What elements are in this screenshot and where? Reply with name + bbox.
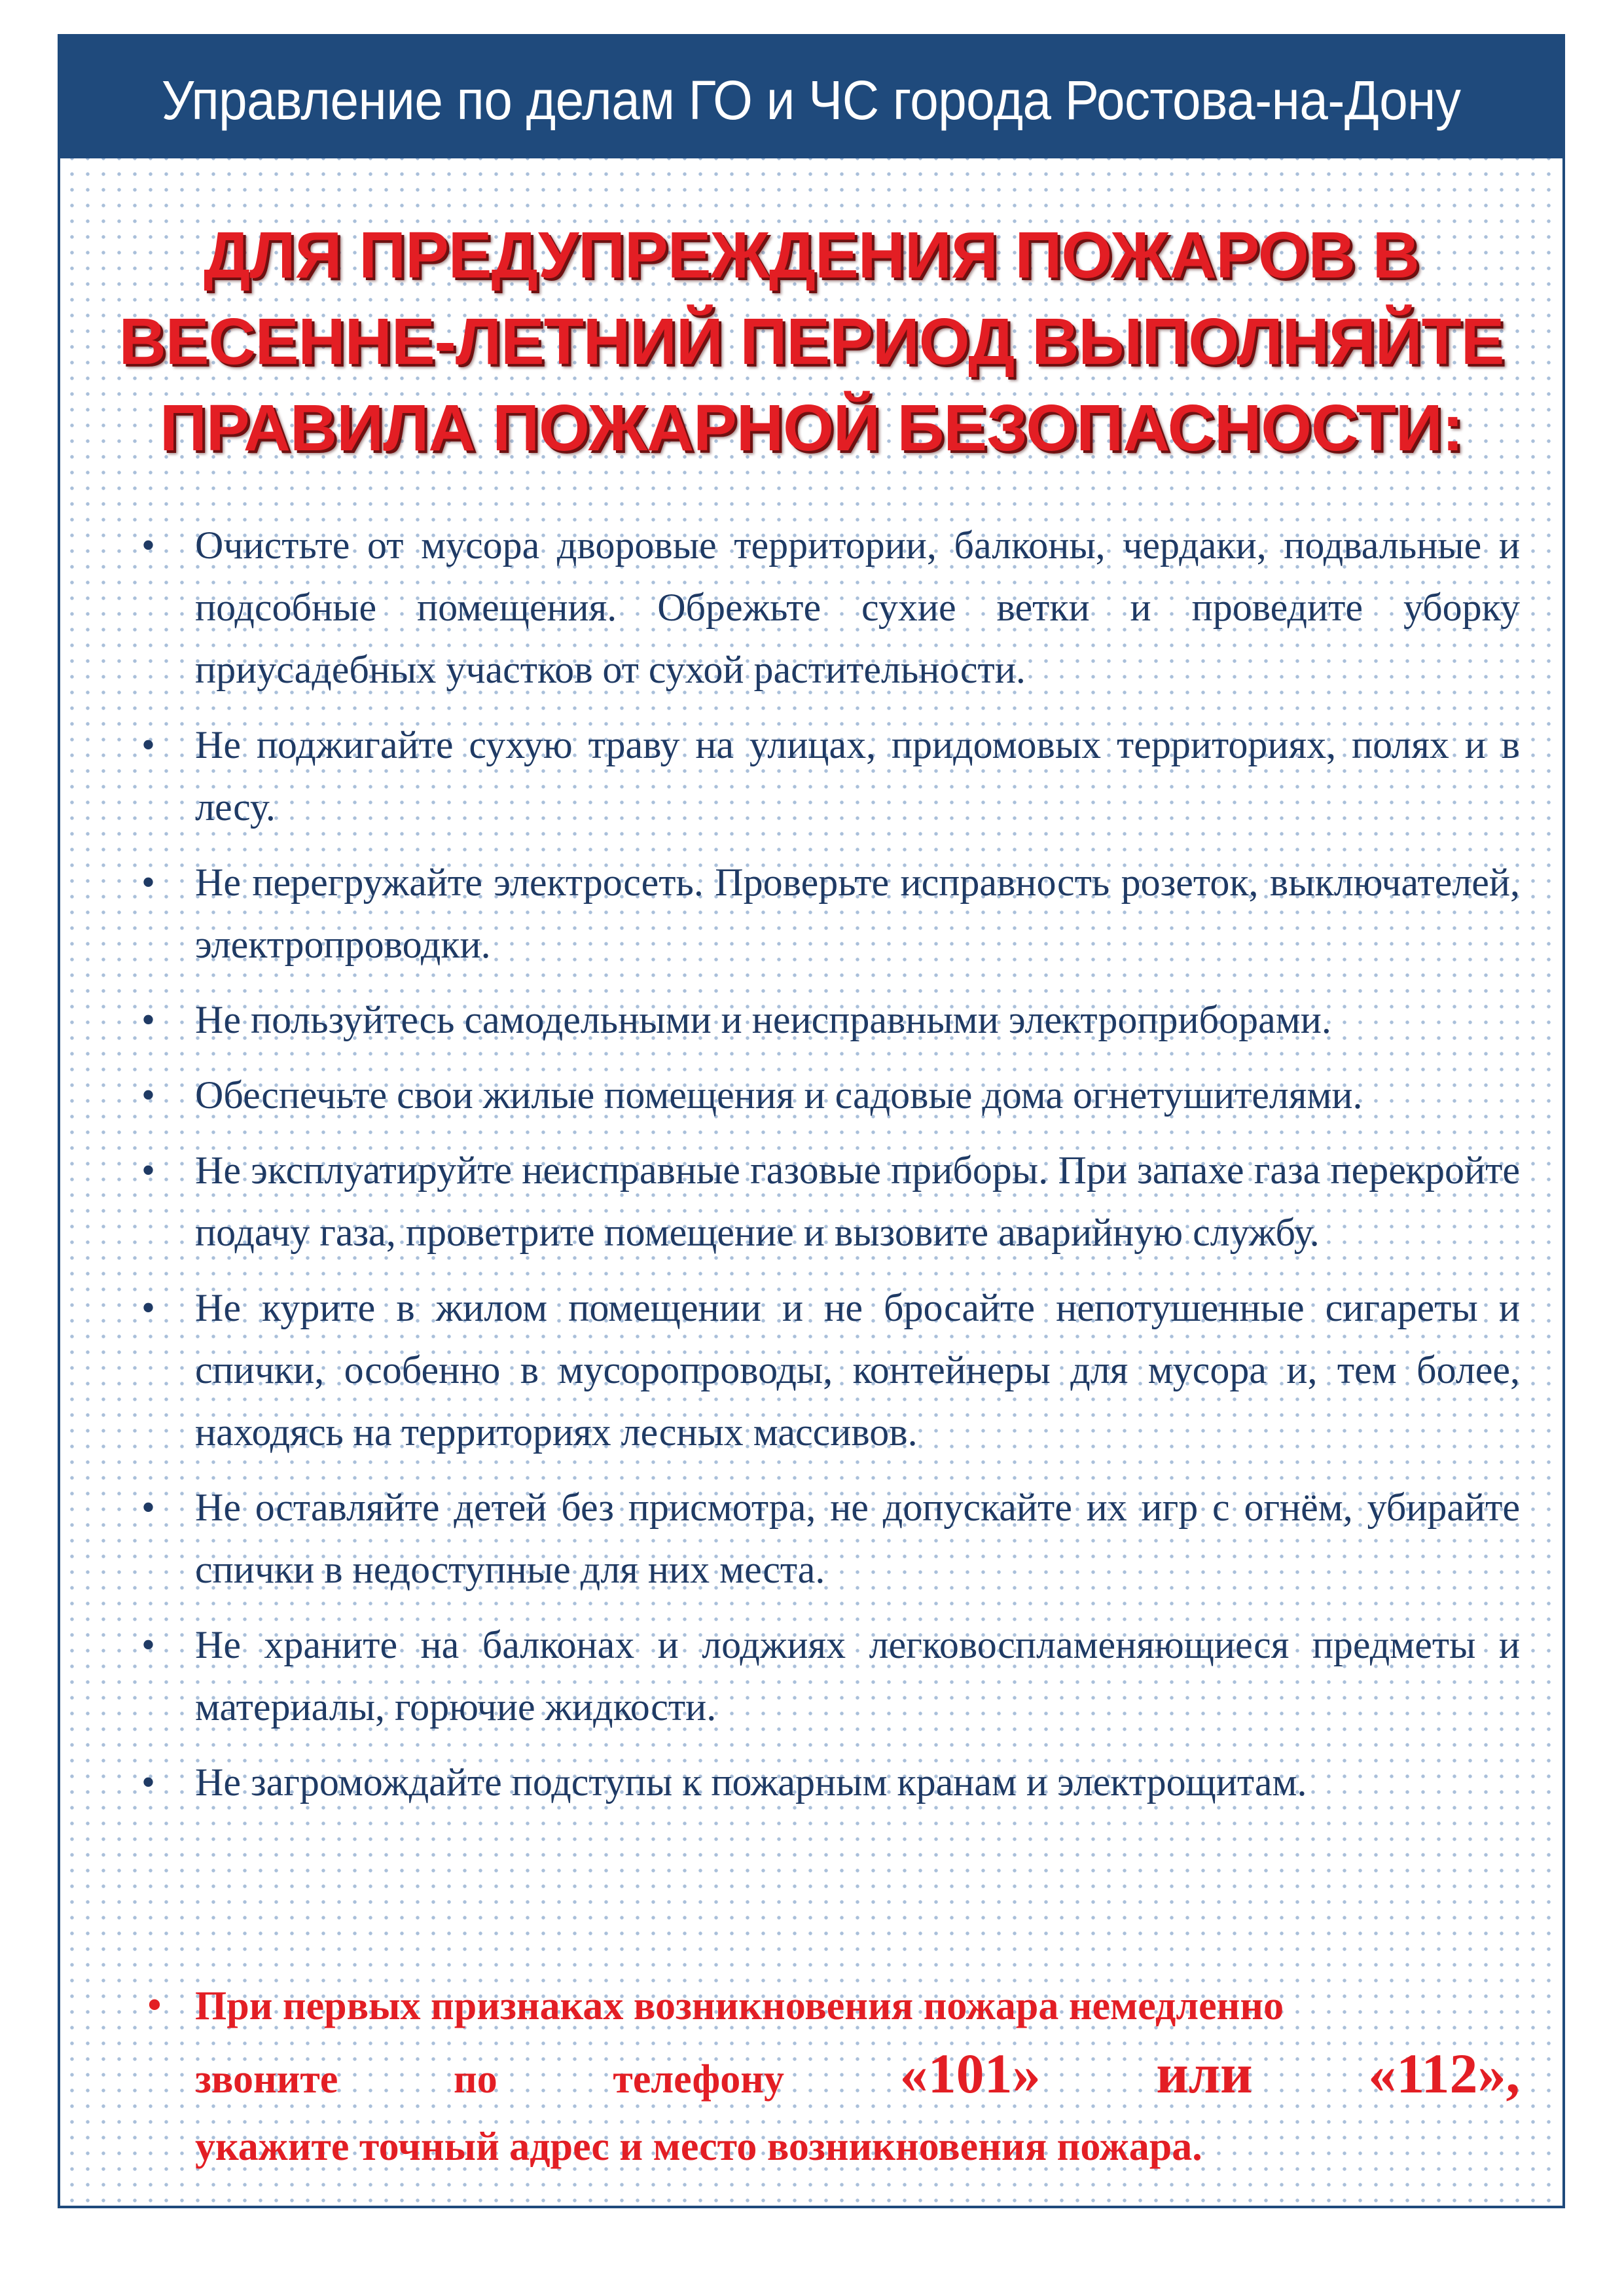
rule-text: Не эксплуатируйте неисправные газовые приборы. При запахе газа перекройте подачу газа, проветрите помещение и вызовите аварийную службу. xyxy=(195,1149,1520,1254)
header-title: Управление по делам ГО и ЧС города Ростова-на-Дону xyxy=(162,69,1461,131)
emergency-warning xyxy=(134,1974,1520,2179)
bullet-icon: • xyxy=(141,1149,156,1192)
bullet-icon: • xyxy=(141,524,156,567)
rule-text: Не курите в жилом помещении и не бросайте непотушенные сигареты и спички, особенно в мусоропроводы, контейнеры для мусора и, тем более, находясь на территориях лесных массивов. xyxy=(195,1286,1520,1454)
bullet-icon: • xyxy=(141,998,156,1041)
warning-text-3: укажите точный адрес и место возникновения пожара. xyxy=(195,2125,1202,2169)
bullet-icon: • xyxy=(141,1486,156,1529)
rule-text: Не оставляйте детей без присмотра, не допускайте их игр с огнём, убирайте спички в недоступные для них места. xyxy=(195,1486,1520,1591)
rule-text: Обеспечьте свои жилые помещения и садовые дома огнетушителями. xyxy=(195,1073,1363,1117)
heading-line-3: ПРАВИЛА ПОЖАРНОЙ БЕЗОПАСНОСТИ: xyxy=(159,391,1464,465)
warning-or-word: или xyxy=(1156,2042,1253,2105)
warning-word: телефону xyxy=(613,2057,785,2102)
warning-text-1: При первых признаках возникновения пожара немедленно xyxy=(195,1984,1284,2028)
rule-item xyxy=(134,1139,1520,1264)
bullet-icon: • xyxy=(141,1761,156,1804)
bullet-icon: • xyxy=(141,723,156,766)
rule-text: Не перегружайте электросеть. Проверьте исправность розеток, выключателей, электропроводки. xyxy=(195,861,1520,966)
warning-word: по xyxy=(454,2057,497,2102)
rule-item xyxy=(134,1614,1520,1738)
phone-number-101: «101» xyxy=(899,2042,1041,2105)
rule-item xyxy=(134,1064,1520,1126)
rule-item xyxy=(134,1277,1520,1463)
rule-item xyxy=(134,1751,1520,1814)
rule-item xyxy=(134,989,1520,1051)
bullet-icon: • xyxy=(141,1286,156,1329)
heading-line-2: ВЕСЕННЕ-ЛЕТНИЙ ПЕРИОД ВЫПОЛНЯЙТЕ xyxy=(118,305,1504,378)
rule-item xyxy=(134,852,1520,976)
warning-word: звоните xyxy=(195,2057,338,2102)
rule-text: Не поджигайте сухую траву на улицах, придомовых территориях, полях и в лесу. xyxy=(195,723,1520,829)
bullet-icon: • xyxy=(141,1623,156,1666)
rule-item xyxy=(134,514,1520,701)
rule-text: Не храните на балконах и лоджиях легковоспламеняющиеся предметы и материалы, горючие жидкости. xyxy=(195,1623,1520,1729)
bullet-icon: • xyxy=(147,1983,162,2026)
main-heading xyxy=(99,212,1523,471)
rule-text: Не загромождайте подступы к пожарным кранам и электрощитам. xyxy=(195,1761,1307,1804)
warning-line-3 xyxy=(195,2115,1520,2179)
rule-text: Не пользуйтесь самодельными и неисправными электроприборами. xyxy=(195,998,1331,1041)
bullet-icon: • xyxy=(141,1073,156,1117)
warning-line-1 xyxy=(195,1974,1520,2038)
rule-item xyxy=(134,1477,1520,1601)
rule-text: Очистьте от мусора дворовые территории, балконы, чердаки, подвальные и подсобные помещения. Обрежьте сухие ветки и проведите уборку приусадебных участков от сухой растительности. xyxy=(195,524,1520,691)
warning-line-2 xyxy=(195,2038,1520,2115)
bullet-icon: • xyxy=(141,861,156,904)
phone-number-112: «112», xyxy=(1368,2042,1520,2105)
header-bar xyxy=(60,37,1562,158)
rules-list xyxy=(134,514,1520,1827)
poster-frame xyxy=(58,34,1565,2208)
heading-line-1: ДЛЯ ПРЕДУПРЕЖДЕНИЯ ПОЖАРОВ В xyxy=(204,219,1419,292)
rule-item xyxy=(134,714,1520,838)
